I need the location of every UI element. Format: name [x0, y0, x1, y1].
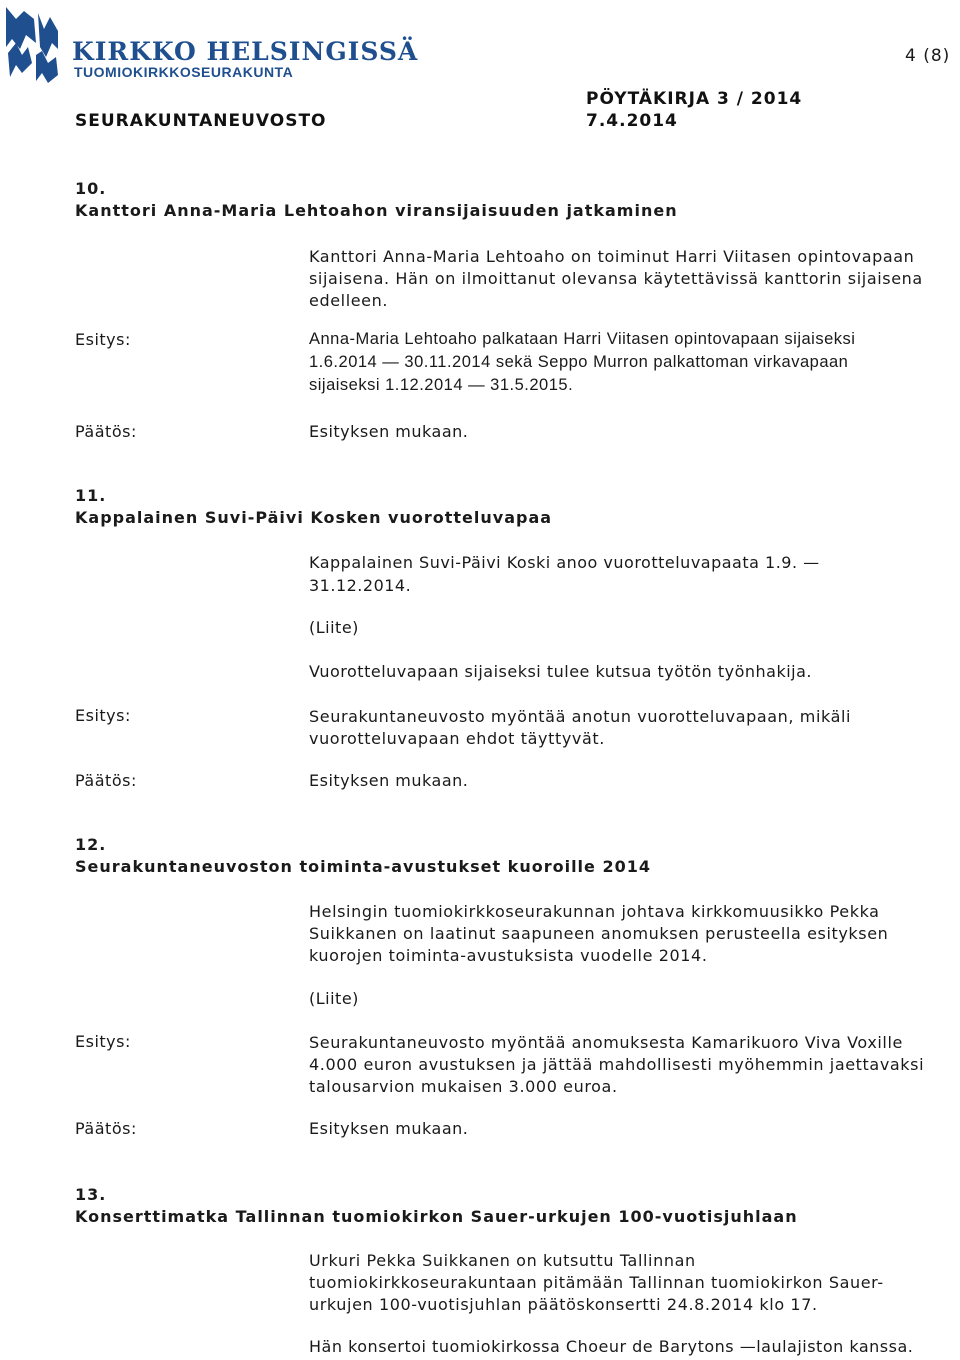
section-intro: 31.12.2014.: [309, 576, 412, 595]
section-note: Hän konsertoi tuomiokirkossa Choeur de Barytons —laulajiston kanssa.: [309, 1337, 914, 1356]
org-name: KIRKKO HELSINGISSÄ: [72, 37, 419, 66]
esitys-text: Seurakuntaneuvosto myöntää anomuksesta Kamarikuoro Viva Voxille 4.000 euron avustuksen ja jättää mahdollisesti myöhemmin jaettavaksi talousarvion mukaisen 3.000 euroa.: [309, 1033, 925, 1096]
esitys-line: Anna-Maria Lehtoaho palkataan Harri Viitasen opintovapaan sijaiseksi: [309, 330, 856, 348]
esitys-label: Esitys:: [75, 706, 131, 725]
section-heading: Seurakuntaneuvoston toiminta-avustukset kuoroille 2014: [75, 857, 651, 876]
paatos-label: Päätös:: [75, 1119, 137, 1138]
cathedral-logo-icon: [2, 3, 64, 91]
esitys-label: Esitys:: [75, 1032, 131, 1051]
meeting-date: 7.4.2014: [586, 111, 678, 131]
section-intro: Kappalainen Suvi-Päivi Koski anoo vuorotteluvapaata 1.9. —: [309, 553, 820, 572]
section-intro: Urkuri Pekka Suikkanen on kutsuttu Tallinnan tuomiokirkkoseurakuntaan pitämään Tallinnan tuomiokirkon Sauer-urkujen 100-vuotisjuhlan päätöskonsertti 24.8.2014 klo 17.: [309, 1251, 884, 1314]
paatos-text: Esityksen mukaan.: [309, 422, 469, 441]
section-intro: Kanttori Anna-Maria Lehtoaho on toiminut Harri Viitasen opintovapaan sijaisena. Hän on ilmoittanut olevansa käytettävissä kanttorin sijaisena edelleen.: [309, 247, 923, 310]
section-intro: Helsingin tuomiokirkkoseurakunnan johtava kirkkomuusikko Pekka Suikkanen on laatinut saapuneen anomuksen perusteella esityksen kuorojen toiminta-avustuksista vuodelle 2014.: [309, 902, 889, 965]
section-number: 12.: [75, 835, 107, 854]
esitys-line: sijaiseksi 1.12.2014 — 31.5.2015.: [309, 376, 574, 394]
esitys-line: 1.6.2014 — 30.11.2014 sekä Seppo Murron palkattoman virkavapaan: [309, 353, 849, 371]
document-type: PÖYTÄKIRJA 3 / 2014: [586, 89, 803, 109]
esitys-text: Seurakuntaneuvosto myöntää anotun vuorotteluvapaan, mikäli vuorotteluvapaan ehdot täyttyvät.: [309, 707, 852, 748]
body-name: SEURAKUNTANEUVOSTO: [75, 111, 327, 131]
paatos-label: Päätös:: [75, 771, 137, 790]
org-subname: TUOMIOKIRKKOSEURAKUNTA: [74, 64, 294, 80]
section-number: 13.: [75, 1185, 107, 1204]
section-heading: Konserttimatka Tallinnan tuomiokirkon Sauer-urkujen 100-vuotisjuhlaan: [75, 1207, 798, 1226]
attachment-link[interactable]: (Liite): [309, 989, 359, 1008]
paatos-text: Esityksen mukaan.: [309, 1119, 469, 1138]
esitys-label: Esitys:: [75, 330, 131, 349]
paatos-label: Päätös:: [75, 422, 137, 441]
page-number: 4 (8): [905, 46, 951, 66]
paatos-text: Esityksen mukaan.: [309, 771, 469, 790]
section-number: 10.: [75, 179, 107, 198]
section-note: Vuorotteluvapaan sijaiseksi tulee kutsua työtön työnhakija.: [309, 662, 813, 681]
attachment-link[interactable]: (Liite): [309, 618, 359, 637]
section-number: 11.: [75, 486, 107, 505]
section-heading: Kappalainen Suvi-Päivi Kosken vuorotteluvapaa: [75, 508, 553, 527]
section-heading: Kanttori Anna-Maria Lehtoahon viransijaisuuden jatkaminen: [75, 201, 678, 220]
